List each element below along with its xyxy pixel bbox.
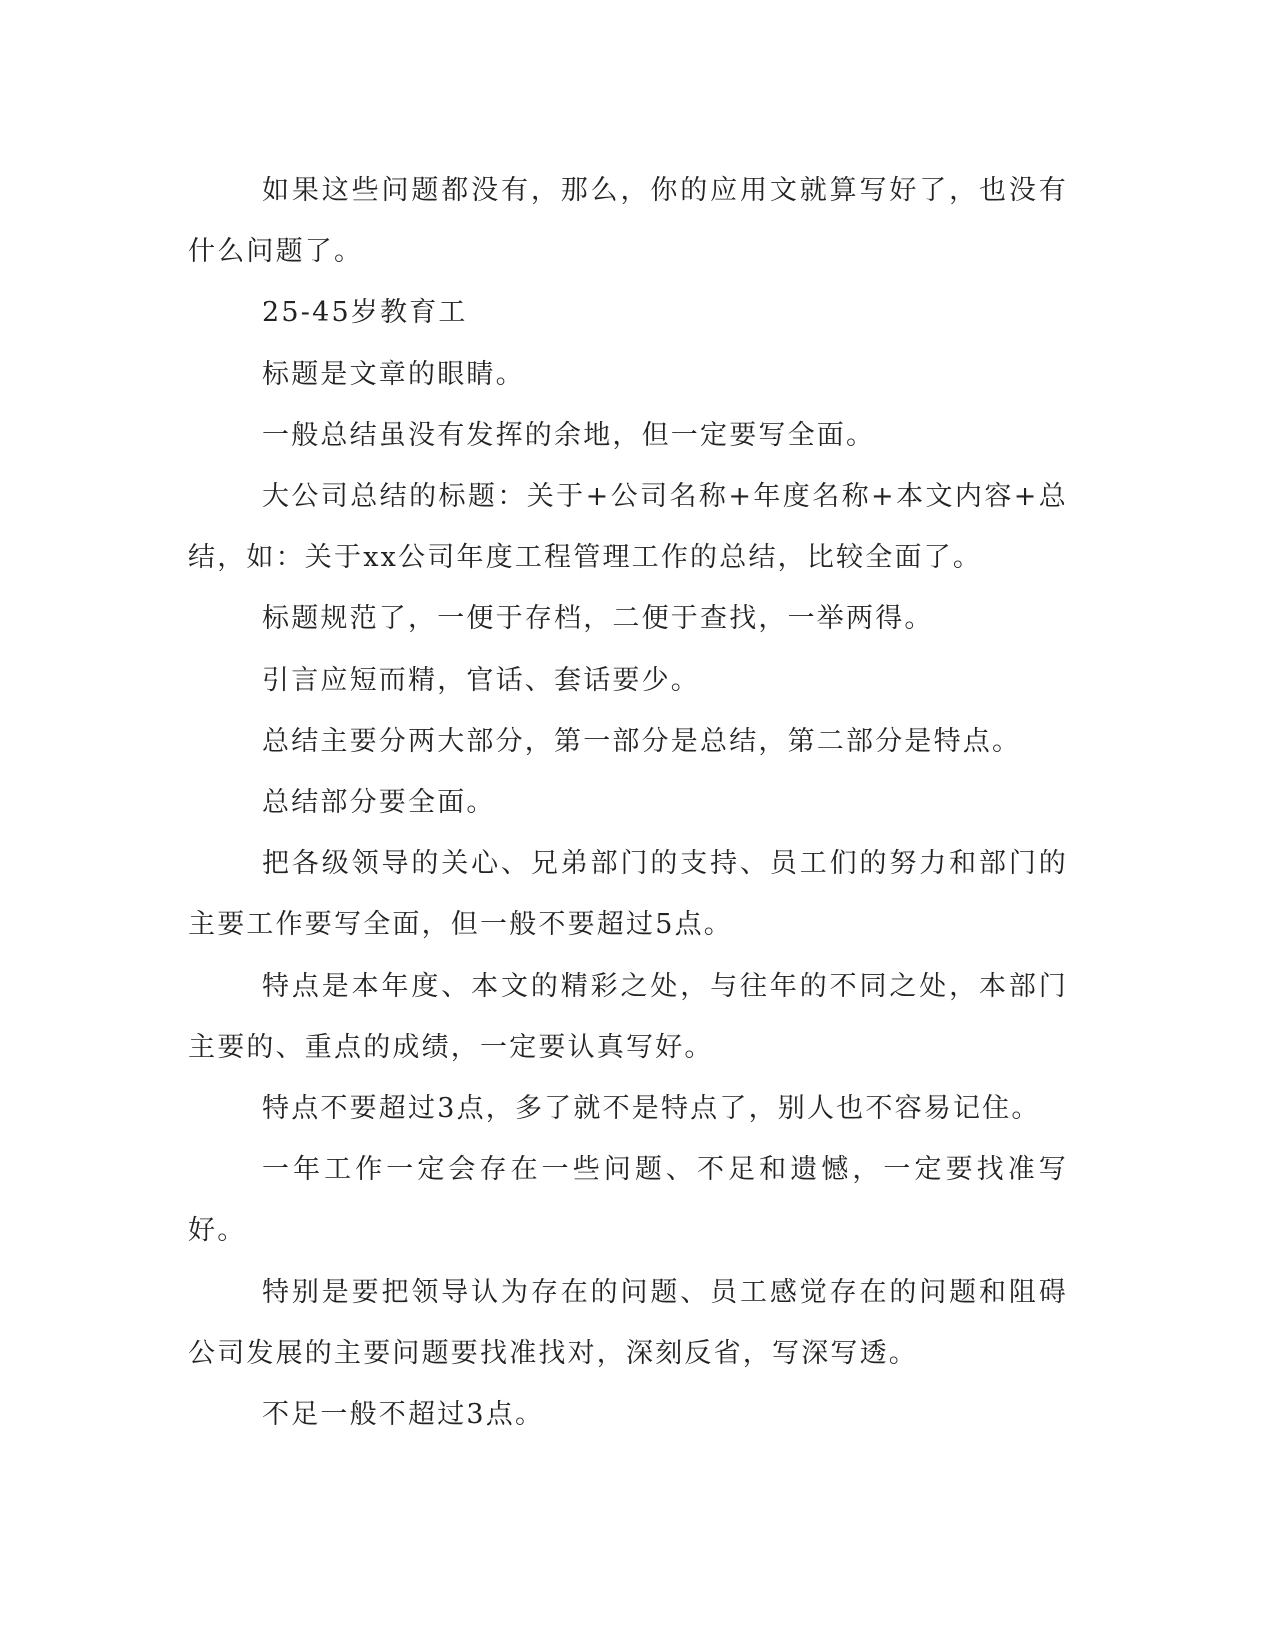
paragraph: 引言应短而精，官话、套话要少。 <box>262 664 700 696</box>
paragraph: 不足一般不超过3点。 <box>262 1399 545 1431</box>
paragraph: 25-45岁教育工 <box>262 297 468 329</box>
paragraph: 标题规范了，一便于存档，二便于查找，一举两得。 <box>262 603 934 635</box>
paragraph: 总结主要分两大部分，第一部分是总结，第二部分是特点。 <box>262 725 1022 757</box>
document-body <box>188 160 1068 1445</box>
paragraph: 把各级领导的关心、兄弟部门的支持、员工们的努力和部门的主要工作要写全面，但一般不要超过5点。 <box>188 848 1068 941</box>
paragraph: 一年工作一定会存在一些问题、不足和遗憾，一定要找准写好。 <box>188 1154 1068 1247</box>
paragraph: 标题是文章的眼睛。 <box>262 358 525 390</box>
paragraph: 总结部分要全面。 <box>262 787 496 819</box>
paragraph: 特点是本年度、本文的精彩之处，与往年的不同之处，本部门主要的、重点的成绩，一定要认真写好。 <box>188 970 1068 1063</box>
paragraph: 特别是要把领导认为存在的问题、员工感觉存在的问题和阻碍公司发展的主要问题要找准找对，深刻反省，写深写透。 <box>188 1276 1068 1369</box>
paragraph: 特点不要超过3点，多了就不是特点了，别人也不容易记住。 <box>262 1093 1041 1125</box>
paragraph: 大公司总结的标题：关于+公司名称+年度名称+本文内容+总结，如：关于xx公司年度工程管理工作的总结，比较全面了。 <box>188 481 1068 574</box>
paragraph: 一般总结虽没有发挥的余地，但一定要写全面。 <box>262 419 876 451</box>
paragraph: 如果这些问题都没有，那么，你的应用文就算写好了，也没有什么问题了。 <box>188 175 1068 268</box>
